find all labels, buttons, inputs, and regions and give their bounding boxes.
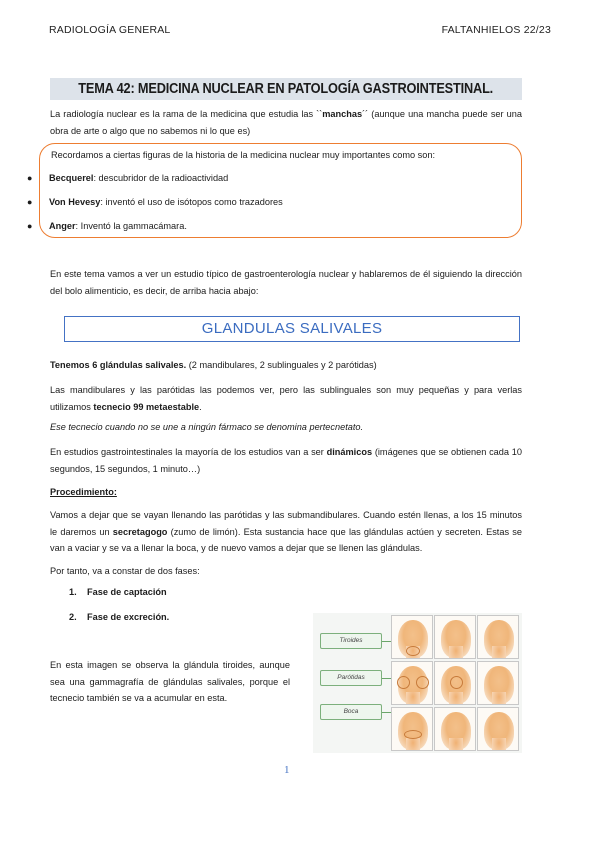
header-left: RADIOLOGÍA GENERAL [49,24,171,36]
scan-frame [434,707,476,751]
scan-frame [434,615,476,659]
bullet-icon: ● [27,197,33,207]
bullet-icon: ● [27,173,33,183]
bullet-icon: ● [27,221,33,231]
visibility-paragraph: Las mandibulares y las parótidas las podemos ver, pero las sublinguales son muy pequeñas y para verlas utilizamos tecnecio 99 metaestable. [50,385,522,412]
dynamic-studies-paragraph: En estudios gastrointestinales la mayoría de los estudios van a ser dinámicos (imágenes que se obtienen cada 10 segundos, 15 segundos, 1 minuto…) [50,447,522,474]
topic-paragraph: En este tema vamos a ver un estudio típico de gastroenterología nuclear y hablaremos de él siguiendo la dirección del bolo alimenticio, es decir, de arriba hacia abajo: [50,269,522,296]
image-caption: En esta imagen se observa la glándula tiroides, aunque sea una gammagrafía de glándulas salivales, porque el tecnecio también se va a acumular en esta. [50,660,290,703]
figure-label-parotidas: Parótidas [320,670,382,686]
scan-frame [477,661,519,705]
header-right: FALTANHIELOS 22/23 [441,24,551,36]
page-number: 1 [284,764,290,776]
scan-frame [434,661,476,705]
figure-label-tiroides: Tiroides [320,633,382,649]
intro-paragraph: La radiología nuclear es la rama de la medicina que estudia las ``manchas´´ (aunque una mancha puede ser una obra de arte o algo que no sabemos ni lo que es) [50,109,522,136]
pertechnetate-note: Ese tecnecio cuando no se une a ningún fármaco se denomina pertecnetato. [50,422,364,432]
scintigraphy-figure [313,613,522,753]
scan-frame [477,707,519,751]
scan-grid [391,615,520,751]
scan-frame [391,707,433,751]
phase-item-2: 2. Fase de excreción. [69,612,170,622]
scan-frame [477,615,519,659]
phases-intro: Por tanto, va a constar de dos fases: [50,566,200,576]
procedure-paragraph: Vamos a dejar que se vayan llenando las parótidas y las submandibulares. Cuando estén llenas, a los 15 minutos le daremos un secretagogo (zumo de limón). Esta sustancia hace que las glándulas actúen y secreten. Estas se van a vaciar y se va a llenar la boca, y de nuevo vamos a dejar que se llenen las glándulas. [50,510,522,553]
scan-frame [391,661,433,705]
glands-paragraph: Tenemos 6 glándulas salivales. (2 mandibulares, 2 sublinguales y 2 parótidas) [50,360,377,370]
history-intro: Recordamos a ciertas figuras de la historia de la medicina nuclear muy importantes como son: [51,150,436,160]
phase-item-1: 1. Fase de captación [69,587,167,597]
title-text: TEMA 42: MEDICINA NUCLEAR EN PATOLOGÍA GASTROINTESTINAL. [78,81,494,97]
document-title [50,78,522,100]
history-item-von-hevesy: ● Von Hevesy: inventó el uso de isótopos como trazadores [27,197,283,207]
history-item-becquerel: ● Becquerel: descubridor de la radioactividad [27,173,229,183]
history-item-anger: ● Anger: Inventó la gammacámara. [27,221,187,231]
procedure-heading: Procedimiento: [50,487,117,497]
section-title: GLANDULAS SALIVALES [201,320,383,337]
scan-frame [391,615,433,659]
figure-label-boca: Boca [320,704,382,720]
section-heading-box [64,316,520,342]
